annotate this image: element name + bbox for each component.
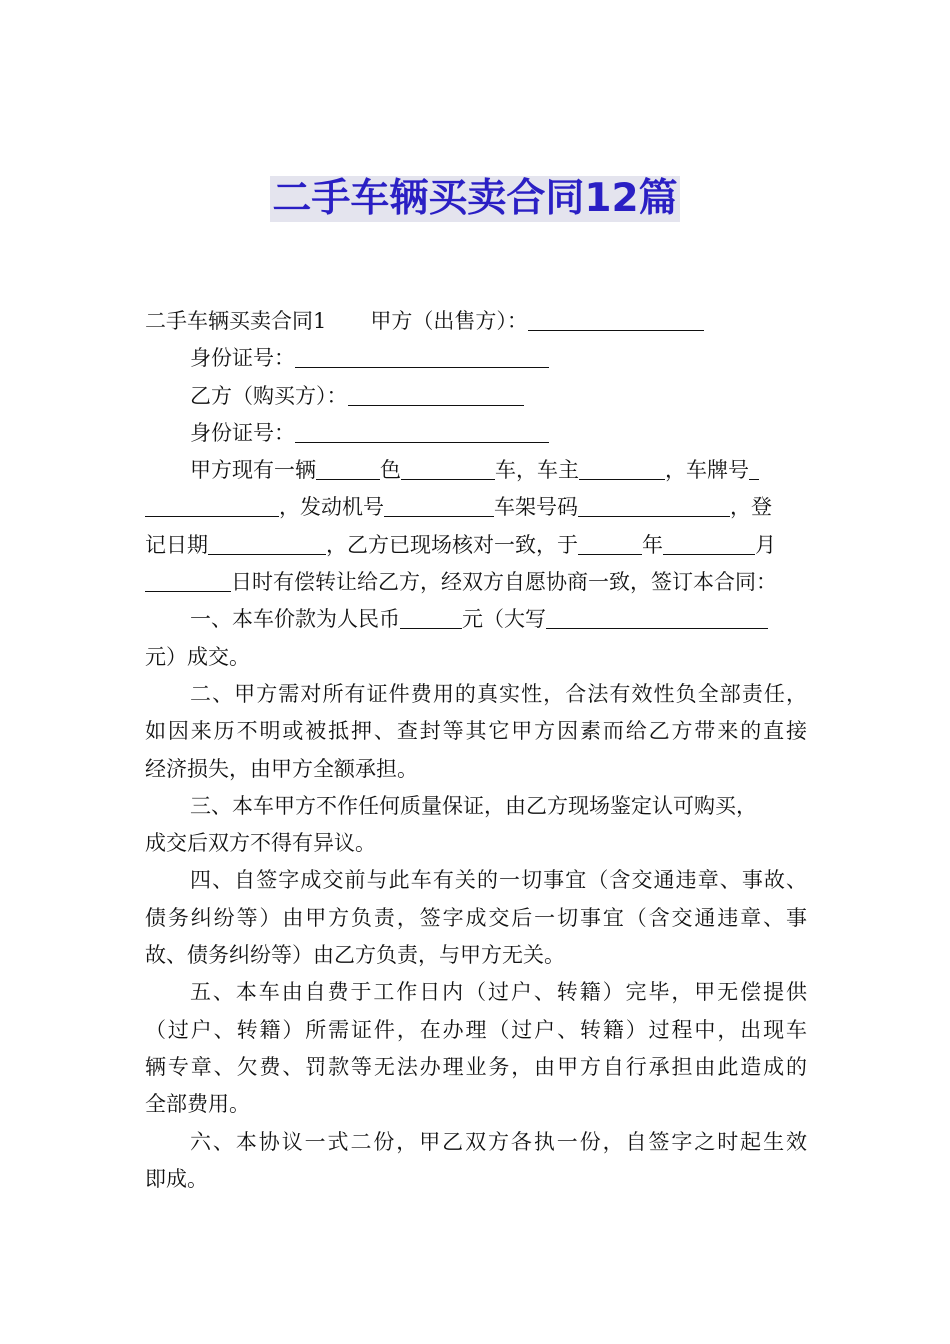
clause-1-line-2 [145, 639, 807, 676]
clause-1-line-1 [145, 601, 807, 638]
party-a-id-line [145, 340, 807, 377]
party-b-line [145, 378, 807, 415]
clause-5-line-3: 辆专章、欠费、罚款等无法办理业务，由甲方自行承担由此造成的 [145, 1054, 807, 1079]
party-b-id-line [145, 415, 807, 452]
title-container [0, 176, 950, 222]
reg-date-blank [208, 532, 326, 555]
party-a-id-blank [295, 345, 549, 368]
clause-4-line-3: 故、债务纠纷等）由乙方负责，与甲方无关。 [145, 943, 565, 968]
party-b-id-blank [295, 420, 549, 443]
frame-blank [578, 494, 730, 517]
intro-text: 年 [642, 532, 663, 557]
intro-text: 月 [755, 532, 776, 557]
month-blank [663, 532, 755, 555]
intro-text: ，车牌号 [665, 458, 749, 483]
party-a-blank [528, 308, 704, 331]
price-words-blank [546, 606, 768, 629]
owner-blank [579, 457, 665, 480]
clause-5-line-1: 五、本车由自费于工作日内（过户、转籍）完毕，甲无偿提供 [190, 980, 807, 1005]
plate-blank-start [749, 457, 759, 480]
clause-2-line-3: 经济损失，由甲方全额承担。 [145, 756, 418, 781]
document-body [145, 303, 807, 1198]
intro-text: ，发动机号 [279, 495, 384, 520]
intro-text: 车，车主 [495, 458, 579, 483]
clause-text: 一、本车价款为人民币 [190, 607, 400, 632]
intro-text: 车架号码 [494, 495, 578, 520]
intro-line-2 [145, 489, 807, 526]
party-b-label: 乙方（购买方）： [190, 383, 348, 408]
intro-line-1 [145, 452, 807, 489]
heading-line [145, 303, 807, 340]
day-blank [145, 569, 231, 592]
price-blank [400, 606, 462, 629]
intro-text: ，乙方已现场核对一致，于 [326, 532, 578, 557]
plate-blank [145, 494, 279, 517]
car-type-blank [401, 457, 495, 480]
document-title: 二手车辆买卖合同12篇 [272, 176, 678, 221]
intro-text: ，登 [730, 495, 772, 520]
party-b-blank [348, 383, 524, 406]
clause-4-line-1: 四、自签字成交前与此车有关的一切事宜（含交通违章、事故、 [190, 868, 807, 893]
contract-heading: 二手车辆买卖合同1 [145, 309, 327, 333]
clause-2-line-2: 如因来历不明或被抵押、查封等其它甲方因素而给乙方带来的直接 [145, 719, 807, 744]
clause-3-line-2: 成交后双方不得有异议。 [145, 831, 376, 856]
clause-5-line-4: 全部费用。 [145, 1092, 250, 1117]
clause-6-line-1: 六、本协议一式二份，甲乙双方各执一份，自签字之时起生效 [190, 1129, 807, 1154]
engine-blank [384, 494, 494, 517]
intro-text: 色 [380, 458, 401, 483]
intro-text: 记日期 [145, 532, 208, 557]
clause-2-line-1: 二、甲方需对所有证件费用的真实性，合法有效性负全部责任， [190, 681, 807, 706]
clause-6-line-2: 即成。 [145, 1166, 208, 1191]
clause-5-line-2: （过户、转籍）所需证件，在办理（过户、转籍）过程中，出现车 [145, 1017, 807, 1042]
intro-line-4 [145, 564, 807, 601]
year-blank [578, 532, 642, 555]
intro-line-3 [145, 527, 807, 564]
clause-3-line-1: 三、本车甲方不作任何质量保证，由乙方现场鉴定认可购买， [190, 793, 757, 818]
id-label-a: 身份证号： [190, 346, 295, 371]
clause-text: 元（大写 [462, 607, 546, 632]
party-a-label: 甲方（出售方）： [370, 309, 528, 333]
clause-4-line-2: 债务纠纷等）由甲方负责，签字成交后一切事宜（含交通违章、事 [145, 905, 807, 930]
intro-text: 甲方现有一辆 [190, 458, 316, 483]
id-label-b: 身份证号： [190, 420, 295, 445]
color-blank [316, 457, 380, 480]
clause-text: 元）成交。 [145, 644, 250, 669]
intro-text: 日时有偿转让给乙方，经双方自愿协商一致，签订本合同： [231, 570, 777, 595]
